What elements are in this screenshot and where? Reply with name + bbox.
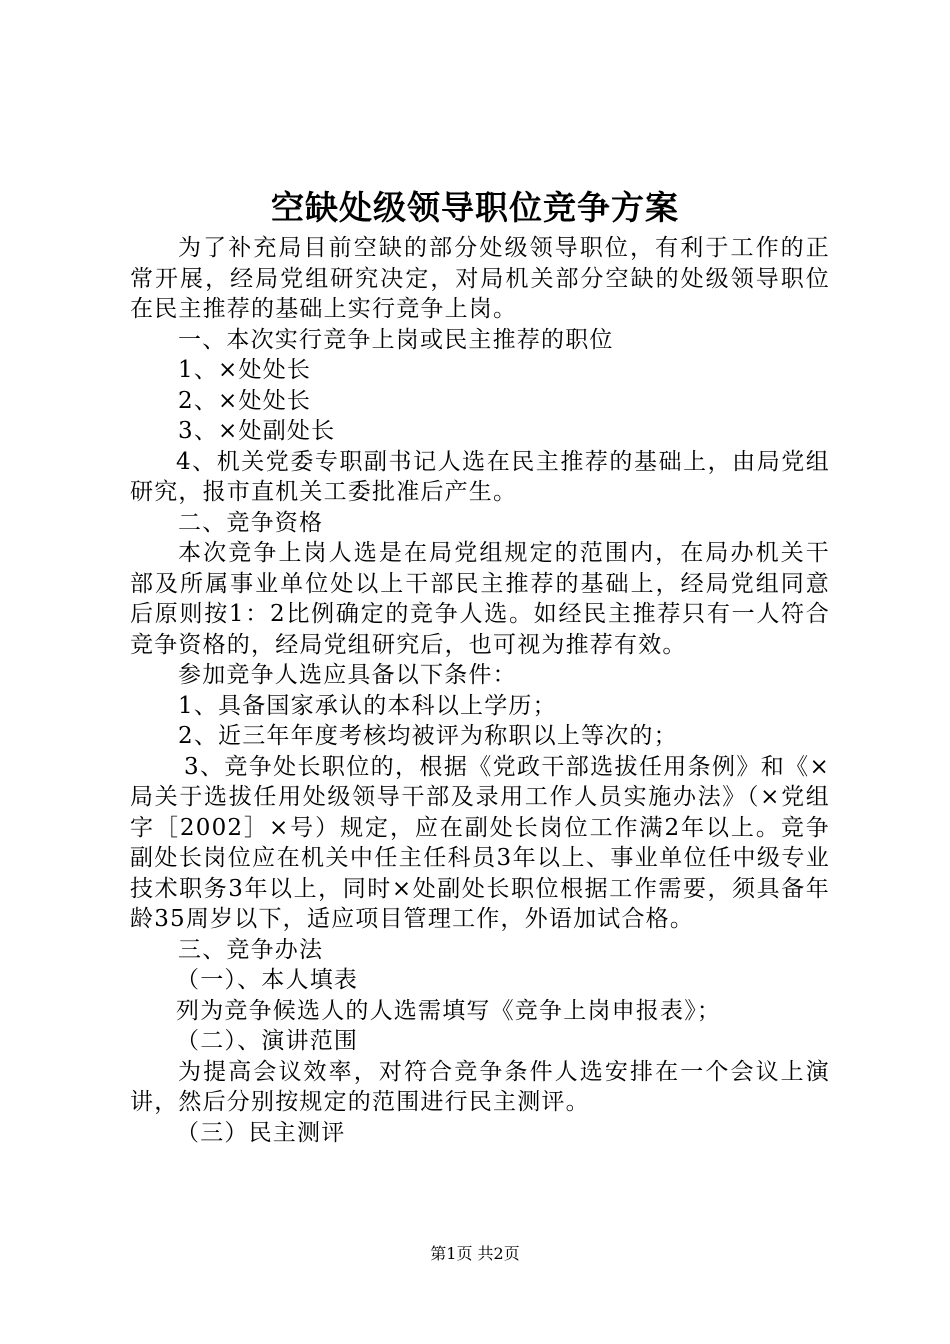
subsection-heading: （一）、本人填表 xyxy=(176,967,359,993)
list-item: 2、近三年年度考核均被评为称职以上等次的； xyxy=(178,723,678,749)
paragraph: 本次竞争上岗人选是在局党组规定的范围内，在局办机关干部及所属事业单位处以上干部民主推荐的基础上，经局党组同意后原则按1：2比例确定的竞争人选。如经民主推荐只有一人符合竞争资格的，经局党组研究后，也可视为推荐有效。 xyxy=(130,540,830,658)
subsection-heading: （二）、演讲范围 xyxy=(176,1028,359,1054)
paragraph: 为提高会议效率，对符合竞争条件人选安排在一个会议上演讲，然后分别按规定的范围进行民主测评。 xyxy=(130,1058,830,1115)
paragraph: 参加竞争人选应具备以下条件： xyxy=(178,662,517,688)
document-title: 空缺处级领导职位竞争方案 xyxy=(271,188,679,227)
paragraph-intro: 为了补充局目前空缺的部分处级领导职位，有利于工作的正常开展，经局党组研究决定，对局机关部分空缺的处级领导职位在民主推荐的基础上实行竞争上岗。 xyxy=(130,235,830,322)
section-heading-3: 三、竞争办法 xyxy=(178,936,324,963)
paragraph: 列为竞争候选人的人选需填写《竞争上岗申报表》； xyxy=(176,997,722,1024)
list-item: 3、×处副处长 xyxy=(178,418,336,444)
list-item: 2、×处处长 xyxy=(178,387,312,414)
list-item: 1、×处处长 xyxy=(178,357,312,383)
list-item: 3、竞争处长职位的，根据《党政干部选拔任用条例》和《×局关于选拔任用处级领导干部及录用工作人员实施办法》（×党组字［2002］×号）规定，应在副处长岗位工作满2年以上。竞争副处长岗位应在机关中任主任科员3年以上、事业单位任中级专业技术职务3年以上，同时×处副处长职位根据工作需要，须具备年龄35周岁以下，适应项目管理工作，外语加试合格。 xyxy=(130,753,830,932)
subsection-heading: （三）民主测评 xyxy=(176,1119,346,1146)
section-heading-2: 二、竞争资格 xyxy=(178,509,324,536)
list-item: 1、具备国家承认的本科以上学历； xyxy=(178,692,557,719)
document-body xyxy=(130,233,830,1148)
section-heading-1: 一、本次实行竞争上岗或民主推荐的职位 xyxy=(178,326,614,353)
list-item: 4、机关党委专职副书记人选在民主推荐的基础上，由局党组研究，报市直机关工委批准后产生。 xyxy=(130,448,830,505)
page-number-footer: 第1页 共2页 xyxy=(430,1244,520,1263)
